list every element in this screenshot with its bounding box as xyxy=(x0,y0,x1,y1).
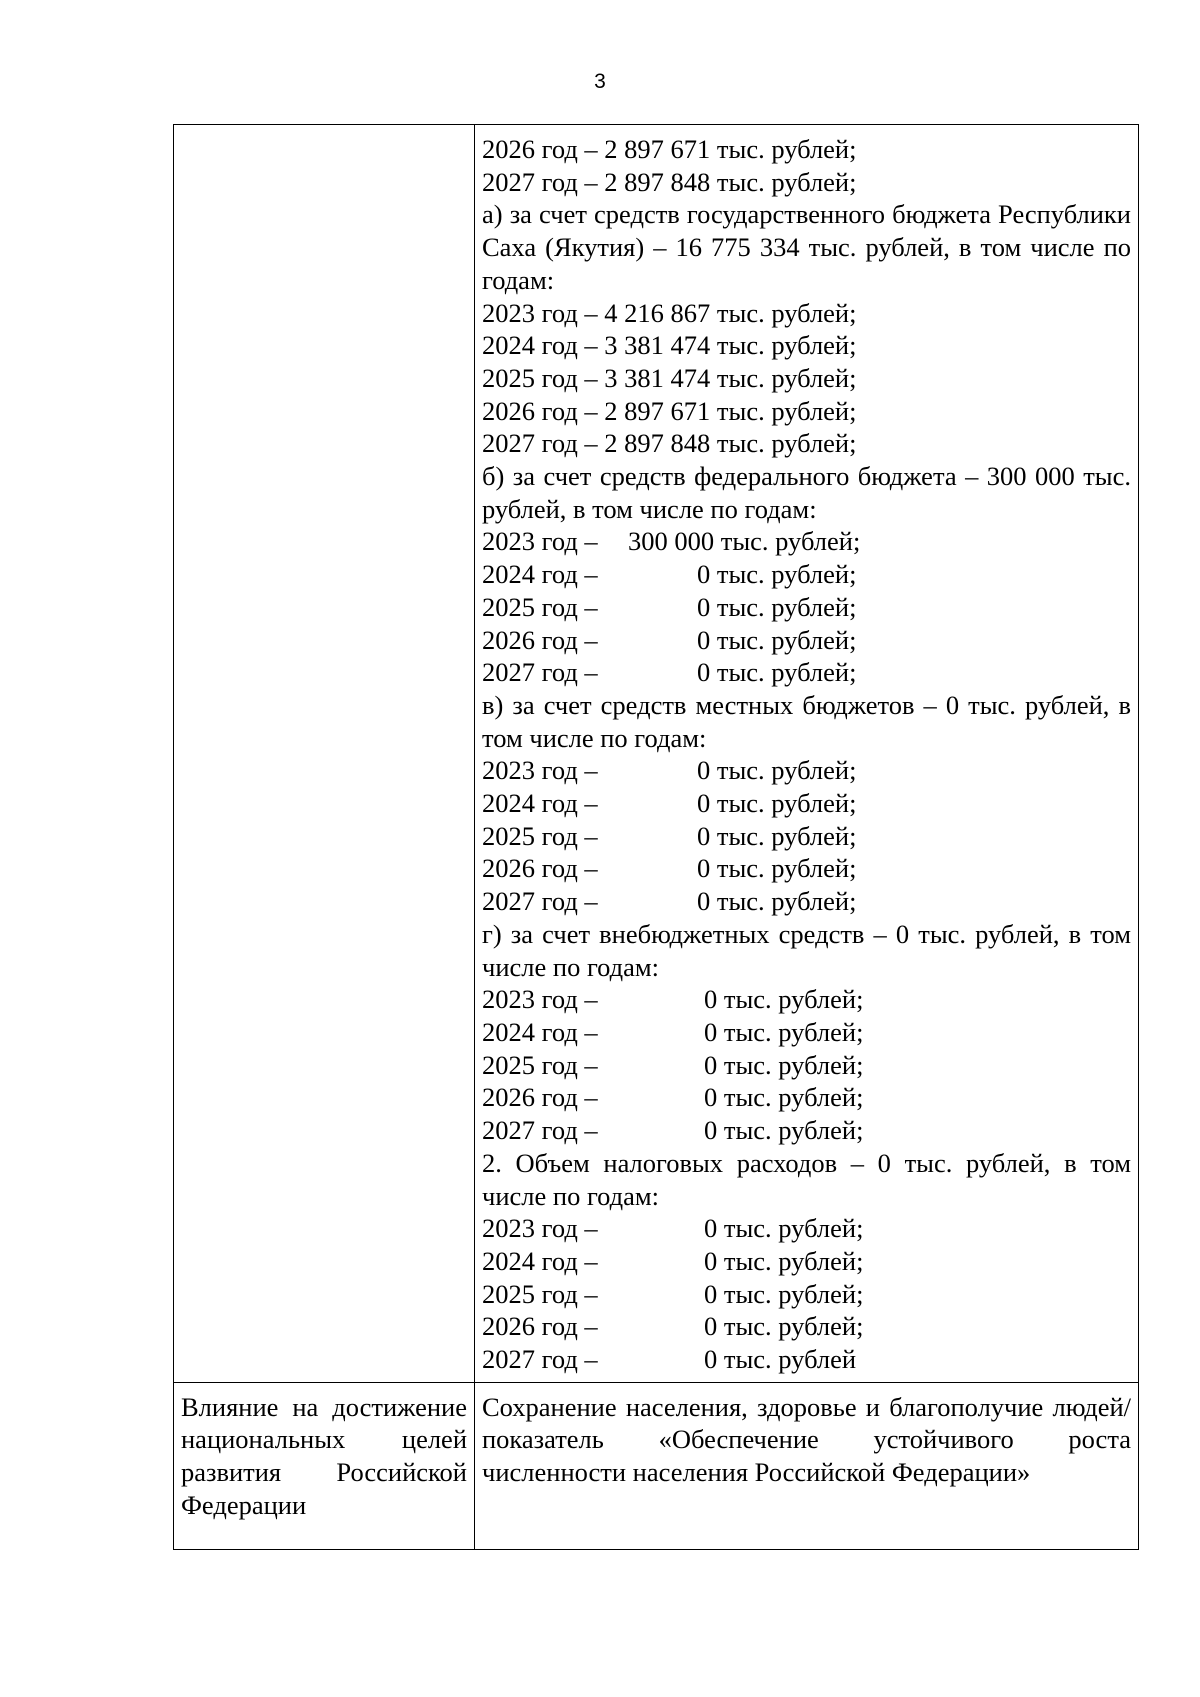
year-row xyxy=(482,1310,1131,1343)
year-label: 2023 год – xyxy=(482,755,598,786)
year-row xyxy=(482,1278,1131,1311)
year-label: 2026 год – xyxy=(482,1082,598,1113)
year-amount: 0 тыс. рублей; xyxy=(697,591,857,622)
year-amount: 0 тыс. рублей; xyxy=(704,1311,864,1342)
text-line: 2026 год – 2 897 671 тыс. рублей; xyxy=(482,134,857,164)
year-row xyxy=(482,820,1131,853)
year-label: 2025 год – xyxy=(482,820,598,851)
year-row xyxy=(482,656,1131,689)
year-row xyxy=(482,1212,1131,1245)
year-label: 2025 год – xyxy=(482,591,598,622)
year-label: 2027 год – xyxy=(482,1115,598,1146)
year-row xyxy=(482,983,1131,1016)
year-amount: 0 тыс. рублей; xyxy=(697,657,857,688)
year-label: 2025 год – xyxy=(482,1278,598,1309)
year-row xyxy=(482,1114,1131,1147)
section-b-heading: б) за счет средств федерального бюджета – 300 000 тыс. рублей, в том числе по годам: xyxy=(482,461,1131,524)
finance-row-value-cell xyxy=(475,125,1139,1383)
year-row xyxy=(482,1049,1131,1082)
year-amount: 0 тыс. рублей; xyxy=(704,1278,864,1309)
year-amount: 0 тыс. рублей; xyxy=(704,984,864,1015)
year-row xyxy=(482,591,1131,624)
year-label: 2026 год – xyxy=(482,624,598,655)
year-amount: 300 000 тыс. рублей; xyxy=(628,526,861,557)
year-label: 2024 год – xyxy=(482,788,598,819)
page-number: 3 xyxy=(594,70,606,93)
year-amount: 0 тыс. рублей xyxy=(704,1344,857,1375)
year-row: 2026 год – 2 897 671 тыс. рублей; xyxy=(482,395,857,426)
year-label: 2027 год – xyxy=(482,657,598,688)
year-row xyxy=(482,787,1131,820)
year-amount: 0 тыс. рублей; xyxy=(704,1115,864,1146)
year-amount: 0 тыс. рублей; xyxy=(704,1049,864,1080)
year-amount: 0 тыс. рублей; xyxy=(704,1213,864,1244)
year-amount: 0 тыс. рублей; xyxy=(697,788,857,819)
year-label: 2024 год – xyxy=(482,1245,598,1276)
year-label: 2024 год – xyxy=(482,1016,598,1047)
impact-row-label: Влияние на достижение национальных целей развития Российской Федерации xyxy=(174,1382,475,1549)
year-row xyxy=(482,852,1131,885)
finance-row-label-cell xyxy=(174,125,475,1383)
year-label: 2027 год – xyxy=(482,1344,598,1375)
year-row xyxy=(482,1016,1131,1049)
finance-row xyxy=(174,125,1139,1383)
year-label: 2023 год – xyxy=(482,984,598,1015)
year-label: 2026 год – xyxy=(482,1311,598,1342)
section-g-heading: г) за счет внебюджетных средств – 0 тыс. рублей, в том числе по годам: xyxy=(482,918,1131,982)
year-row xyxy=(482,525,1131,558)
year-amount: 0 тыс. рублей; xyxy=(697,820,857,851)
year-row xyxy=(482,1245,1131,1278)
year-row xyxy=(482,558,1131,591)
year-amount: 0 тыс. рублей; xyxy=(697,755,857,786)
year-row: 2024 год – 3 381 474 тыс. рублей; xyxy=(482,330,857,361)
text-line: 2027 год – 2 897 848 тыс. рублей; xyxy=(482,166,857,197)
year-amount: 0 тыс. рублей; xyxy=(697,886,857,917)
year-amount: 0 тыс. рублей; xyxy=(697,624,857,655)
year-row xyxy=(482,624,1131,657)
year-row: 2027 год – 2 897 848 тыс. рублей; xyxy=(482,428,857,459)
year-amount: 0 тыс. рублей; xyxy=(704,1082,864,1113)
year-row xyxy=(482,1343,1131,1376)
year-row xyxy=(482,1081,1131,1114)
year-amount: 0 тыс. рублей; xyxy=(697,853,857,884)
year-label: 2024 год – xyxy=(482,559,598,590)
tax-section-heading: 2. Объем налоговых расходов – 0 тыс. рублей, в том числе по годам: xyxy=(482,1147,1131,1211)
year-label: 2025 год – xyxy=(482,1049,598,1080)
impact-row xyxy=(174,1382,1139,1549)
year-label: 2023 год – xyxy=(482,526,598,557)
year-row xyxy=(482,885,1131,918)
year-label: 2026 год – xyxy=(482,853,598,884)
section-a-heading: а) за счет средств государственного бюджета Республики Саха (Якутия) – 16 775 334 тыс. рублей, в том числе по годам: xyxy=(482,199,1131,295)
passport-table xyxy=(173,124,1139,1550)
section-v-heading: в) за счет средств местных бюджетов – 0 тыс. рублей, в том числе по годам: xyxy=(482,689,1131,753)
impact-row-value: Сохранение населения, здоровье и благополучие людей/показатель «Обеспечение устойчивого роста численности населения Российской Федерации» xyxy=(475,1382,1139,1549)
year-amount: 0 тыс. рублей; xyxy=(704,1245,864,1276)
year-row: 2023 год – 4 216 867 тыс. рублей; xyxy=(482,297,857,328)
year-row xyxy=(482,754,1131,787)
year-amount: 0 тыс. рублей; xyxy=(697,559,857,590)
year-label: 2027 год – xyxy=(482,886,598,917)
year-label: 2023 год – xyxy=(482,1213,598,1244)
year-amount: 0 тыс. рублей; xyxy=(704,1016,864,1047)
year-row: 2025 год – 3 381 474 тыс. рублей; xyxy=(482,362,857,393)
